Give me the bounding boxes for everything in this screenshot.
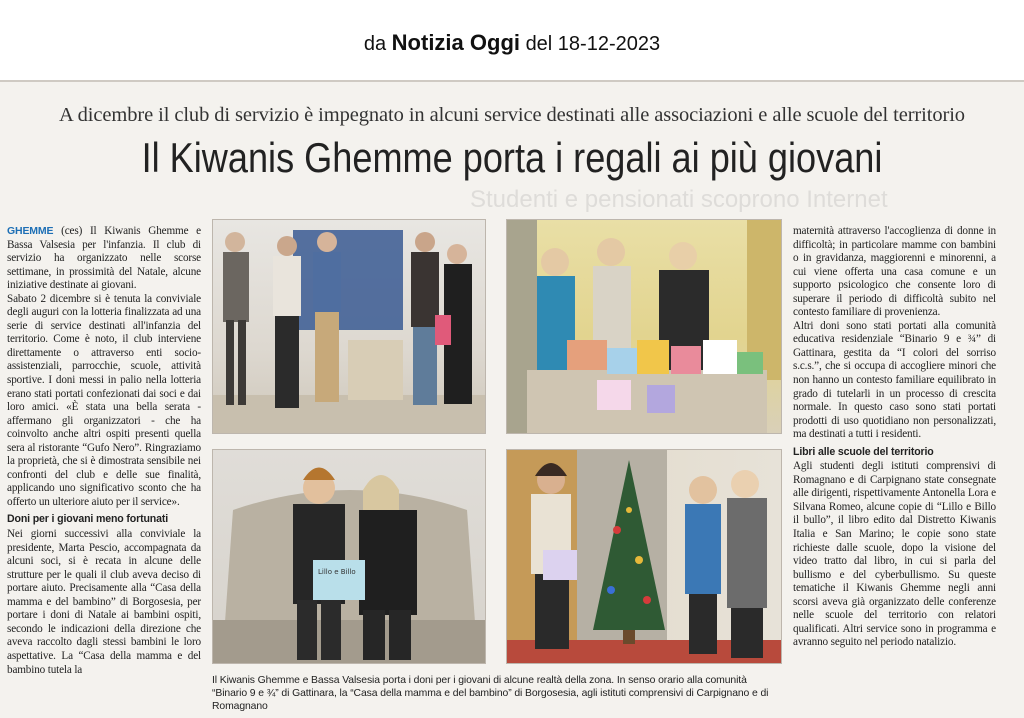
body-paragraph: Sabato 2 dicembre si è tenuta la conviviale degli auguri con la lotteria finalizzata ad una serie di service destinati all'infanzia del territorio. Come è noto, il club interviene direttamente o attraverso enti socio-assistenziali, parrocchie, scuole, attività sportive. I doni messi in palio nella lotteria erano stati portati confezionati dai soci e dai loro amici. «È stata una bella serata - affermano gli organizzatori - che ha coinvolto anche altri ospiti presenti quella sera al ristorante “Gufo Nero”. Ringraziamo la proprietà, che si è dimostrata sensibile nei confronti del club e delle sue finalità, applicando uno significativo sconto che ha offerto un ulteriore aiuto per il service».	[7, 292, 201, 508]
subheading: Doni per i giovani meno fortunati	[7, 513, 169, 526]
photo-christmas-tree	[506, 449, 782, 664]
body-paragraph: Altri doni sono stati portati alla comunità educativa residenziale “Binario 9 e ¾” di Gattinara, gestita da “I colori del sorriso s.c.s.”, che si occupa di accogliere minori che non hanno un contesto familiare equilibrato in grado di tutelarli in un processo di crescita normale. In questo caso sono stati portati prodotti di uso quotidiano non personalizzati, ma destinati a tutti i residenti.	[793, 319, 996, 441]
body-paragraph: Agli studenti degli istituti comprensivi di Romagnano e di Carpignano state consegnate alle dirigenti, rispettivamente Antonella Lora e Silvana Romeo, alcune copie di “Lillo e Billo il bullo”, il libro edito dal Distretto Kiwanis Italia e San Marino; le copie sono state richieste dalle scuole, dopo la visione del video tratto dal libro, in cui si parla del bullismo e del cyberbullismo. Su queste tematiche il Kiwanis Ghemme negli anni scorsi aveva già organizzato delle conferenze nelle scuole del territorio con relatori qualificati. Altri service sono in programma e avranno seguito nel periodo natalizio.	[793, 460, 996, 649]
photo-gifts-table	[506, 219, 782, 434]
source-date: del 18-12-2023	[525, 33, 661, 55]
body-paragraph: maternità attraverso l'accoglienza di donne in difficoltà; in particolare mamme con bambini o in gravidanza, maggiorenni e minorenni, a cui viene offerta una casa comune e un supporto psicologico che consente loro di superare il periodo di difficoltà subito nel contesto familiare di provenienza.	[793, 225, 996, 319]
lead-paragraph	[7, 225, 201, 293]
dateline-author: (ces)	[61, 225, 83, 237]
subheading: Libri alle scuole del territorio	[793, 445, 934, 458]
source-line	[0, 30, 1024, 56]
source-paper-name: Notizia Oggi	[391, 30, 520, 55]
body-paragraph: Il Kiwanis Ghemme e Bassa Valsesia per l'infanzia. Il club di servizio ha organizzato nelle scorse settimane, in prossimità del Natale, alcune iniziative destinate ai giovani.	[7, 225, 202, 292]
article-kicker: A dicembre il club di servizio è impegnato in alcuni service destinati alle associazioni e alle scuole del territorio	[59, 104, 965, 126]
photo-group-nativity	[212, 219, 486, 434]
article-headline: Il Kiwanis Ghemme porta i regali ai più giovani	[141, 134, 883, 181]
source-prefix: da	[363, 33, 387, 55]
photo-sofa-book	[212, 449, 486, 664]
photo-gifts-table-drawing	[507, 220, 782, 434]
book-cover-title: Lillo e Billo	[318, 568, 356, 576]
photo-christmas-tree-drawing	[507, 450, 782, 664]
dateline-place: GHEMME	[7, 225, 54, 237]
bleed-through-text: Studenti e pensionati scoprono Internet	[470, 186, 888, 213]
photo-caption: Il Kiwanis Ghemme e Bassa Valsesia porta i doni per i giovani di alcune realtà della zona. In senso orario alla comunità “Binario 9 e ¾” di Gattinara, la “Casa della mamma e del bambino” di Borgosesia, agli istituti comprensivi di Carpignano e di Romagnano	[212, 675, 769, 712]
photo-sofa-book-drawing	[213, 450, 486, 664]
body-paragraph: Nei giorni successivi alla conviviale la presidente, Marta Pescio, accompagnata da alcuni soci, si è recata in alcune delle strutture per le quali il club aveva deciso di portare aiuto. Precisamente alla “Casa della mamma e del bambino” di Borgosesia, per portare i doni di Natale ai bambini ospiti, secondo le indicazioni della direzione che aveva raccolto dagli stessi bambini le loro aspettative. La “Casa della mamma e del bambino tutela la	[7, 528, 201, 676]
right-text-column	[793, 225, 996, 650]
photo-group-nativity-drawing	[213, 220, 486, 434]
left-text-column	[7, 225, 201, 677]
newspaper-clipping	[0, 80, 1024, 718]
